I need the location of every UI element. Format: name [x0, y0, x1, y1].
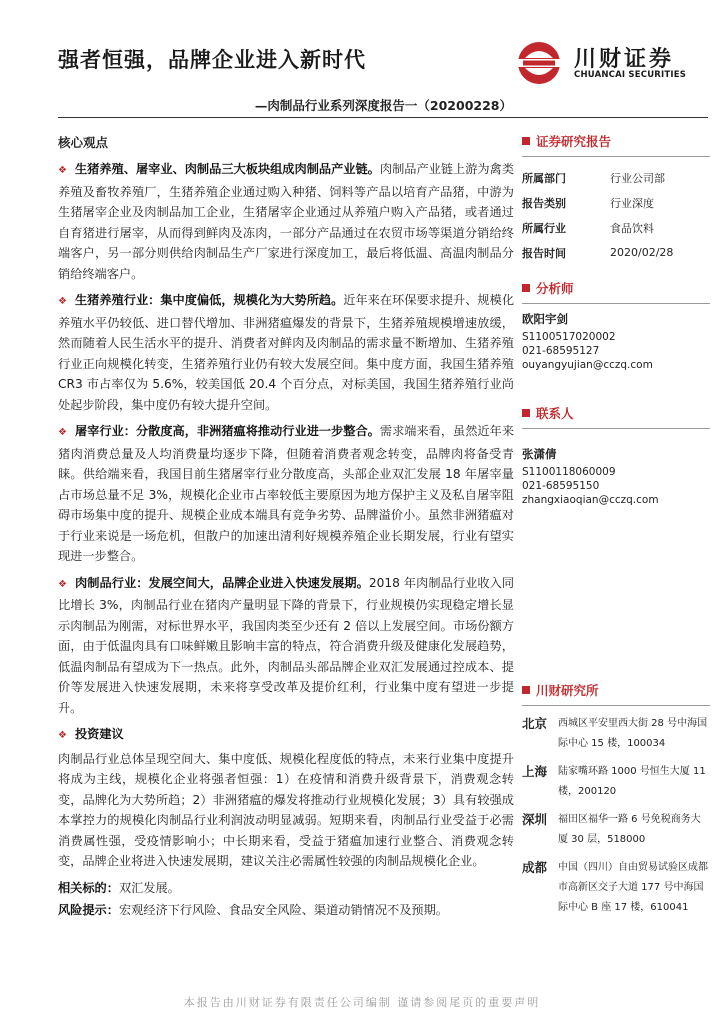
contact-cert: S1100118060009: [522, 466, 616, 478]
related-value: 双汇发展。: [118, 880, 180, 895]
main-content: [58, 127, 514, 927]
investment-heading: ❖ 投资建议: [58, 727, 124, 741]
address-shenzhen: 深圳 福田区福华一路 6 号免税商务大厦 30 层，518000: [522, 812, 701, 845]
point-body: 肉制品产业链上游为禽类养殖及畜牧养殖厂，生猪养殖企业通过购入种猪、饲料等产品以培育产品猪，中游为生猪屠宰企业及肉制品加工企业，生猪屠宰企业通过从养殖户购入产品猪，或者通过自育猪进行屠宰，从而得到鲜肉及冻肉，一部分产品通过在农贸市场等渠道分销给终端客户，另一部分则供给肉制品生产厂家进行深度加工，最后将低温、高温肉制品分销给终端客户。: [58, 162, 515, 281]
report-title: 强者恒强，品牌企业进入新时代: [58, 48, 366, 72]
analyst-phone: 021-68595127: [522, 345, 600, 357]
info-row: 所属部门 行业公司部: [522, 171, 665, 185]
point-heading: 肉制品行业：发展空间大，品牌企业进入快速发展期。: [75, 575, 369, 590]
point-body: 需求端来看，虽然近年来猪肉消费总量及人均消费量均逐步下降，但随着消费者观念转变，品牌肉将备受青睐。供给端来看，我国目前生猪屠宰行业分散度高，头部企业双汇发展 18 年屠宰量占市场总量不足 3%，规模化企业市占率较低主要原因为地方保护主义及私自屠宰阻碍市场集中度的提升、规模企业成本端具有竞争劣势、品牌溢价小。虽然非洲猪瘟对于行业来说是一场危机，但散户的加速出清利好规模养殖企业长期发展，行业有望实现进一步整合。: [58, 424, 515, 563]
diamond-bullet-icon: ❖: [58, 730, 67, 741]
point-industry-chain: [58, 159, 514, 284]
analyst-cert: S1100517020002: [522, 331, 616, 343]
contact-heading: 联系人: [522, 404, 710, 422]
contact-phone: 021-68595150: [522, 480, 600, 492]
red-square-icon: [522, 137, 530, 145]
related-targets: [58, 878, 514, 899]
sidebar-divider: [522, 156, 710, 157]
point-meat-products: [58, 573, 514, 719]
company-logo: [514, 38, 714, 86]
diamond-bullet-icon: ❖: [58, 427, 67, 438]
contact-card: [522, 447, 710, 507]
institute-heading: 川财研究所: [522, 681, 710, 699]
report-info-heading: 证券研究报告: [522, 132, 710, 150]
info-row: 报告类别 行业深度: [522, 196, 654, 210]
diamond-bullet-icon: ❖: [58, 165, 67, 176]
diamond-bullet-icon: ❖: [58, 296, 67, 307]
page-footer: 本报告由川财证券有限责任公司编制 谨请参阅尾页的重要声明: [183, 996, 541, 1009]
point-body: 近年来在环保要求提升、规模化养殖水平仍较低、进口替代增加、非洲猪瘟爆发的背景下，生猪养殖规模增速放缓，然而随着人民生活水平的提升、消费者对鲜肉及肉制品的需求量不断增加、生猪养殖行业正向规模化转变，生猪养殖行业仍有较大发展空间。集中度方面，我国生猪养殖 CR3 市占率仅为 5.6%，较美国低 20.4 个百分点，对标美国，我国生猪养殖行业尚处起步阶段，集中度仍有较大提升空间。: [58, 293, 515, 412]
address-shanghai: 上海 陆家嘴环路 1000 号恒生大厦 11 楼，200120: [522, 764, 706, 797]
analyst-heading: 分析师: [522, 279, 710, 297]
diamond-bullet-icon: ❖: [58, 578, 68, 590]
chuancai-logo-icon: [514, 40, 564, 86]
contact-email[interactable]: zhangxiaoqian@cczq.com: [522, 494, 659, 506]
info-row: 报告时间 2020/02/28: [522, 246, 674, 260]
related-label: 相关标的：: [58, 880, 119, 895]
investment-body: 肉制品行业总体呈现空间大、集中度低、规模化程度低的特点，未来行业集中度提升将成为主线，规模化企业将强者恒强：1）在疫情和消费升级背景下，消费观念转变，品牌化为大势所趋；2）非洲猪瘟的爆发将推动行业规模化发展；3）具有较强成本掌控力的规模化肉制品行业利润波动明显减弱。短期来看，肉制品行业受益于必需消费属性强，受疫情影响小；中长期来看，受益于猪瘟加速行业整合、消费观念转变，品牌企业将进入快速发展期，建议关注必需属性较强的肉制品规模化企业。: [58, 751, 514, 868]
red-square-icon: [522, 284, 530, 292]
point-heading: 屠宰行业：分散度高，非洲猪瘟将推动行业进一步整合。: [74, 424, 380, 438]
sidebar-divider: [522, 303, 710, 304]
sidebar-divider: [522, 705, 710, 706]
report-subtitle: —肉制品行业系列深度报告一（20200228）: [254, 98, 512, 113]
point-body: 2018 年肉制品行业收入同比增长 3%，肉制品行业在猪肉产量明显下降的背景下，行业规模仍实现稳定增长显示肉制品为刚需，对标世界水平，我国肉类至少还有 2 倍以上发展空间。市场份额方面，由于低温肉具有口味鲜嫩且影响丰富的特点，符合消费升级及健康化发展趋势，低温肉制品有望成为下一热点。此外，肉制品头部品牌企业双汇发展通过控成本、提价等发展进入快速发展期，未来将享受改革及提价红利，行业集中度有望进一步提升。: [58, 575, 515, 715]
point-pig-farming: [58, 290, 514, 415]
header-divider: [58, 117, 708, 118]
address-chengdu: 成都 中国（四川）自由贸易试验区成都市高新区交子大道 177 号中海国际中心 B 座 17 楼，610041: [522, 860, 708, 913]
red-square-icon: [522, 686, 530, 694]
analyst-email[interactable]: ouyangyujian@cczq.com: [522, 359, 653, 371]
logo-chinese-name: 川财证券: [574, 47, 675, 72]
point-heading: 生猪养殖、屠宰业、肉制品三大板块组成肉制品产业链。: [74, 162, 380, 176]
analyst-card: [522, 312, 710, 372]
sidebar: [522, 132, 710, 926]
info-row: 所属行业 食品饮料: [522, 221, 654, 235]
analyst-name: 欧阳宇剑: [522, 312, 568, 326]
sidebar-divider: [522, 428, 710, 429]
contact-name: 张潇倩: [522, 447, 557, 461]
point-heading: 生猪养殖行业：集中度偏低，规模化为大势所趋。: [74, 293, 344, 307]
core-view-heading: 核心观点: [58, 135, 109, 150]
logo-english-name: CHUANCAI SECURITIES: [574, 70, 687, 80]
risk-value: 宏观经济下行风险、食品安全风险、渠道动销情况不及预期。: [118, 903, 448, 917]
red-square-icon: [522, 409, 530, 417]
risk-warning: [58, 900, 514, 921]
risk-label: 风险提示：: [58, 903, 119, 917]
address-beijing: 北京 西城区平安里西大街 28 号中海国际中心 15 楼，100034: [522, 716, 708, 749]
point-slaughter: [58, 421, 514, 567]
